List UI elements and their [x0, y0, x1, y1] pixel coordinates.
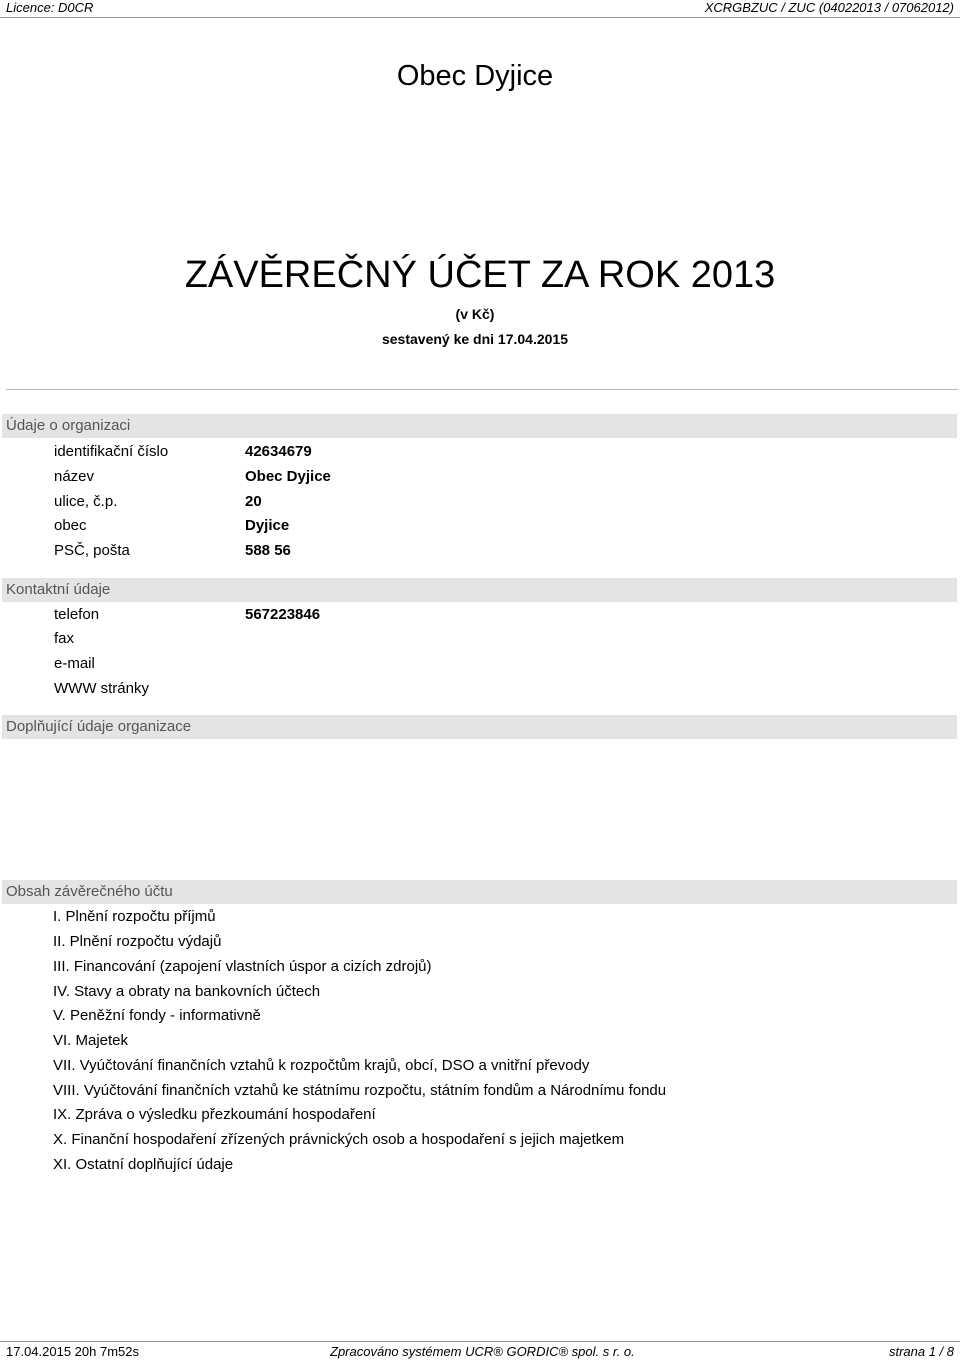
contents-item: VI. Majetek	[53, 1032, 129, 1049]
org-row-value: 588 56	[245, 542, 291, 559]
header-divider	[0, 17, 960, 18]
org-row-value: 20	[245, 493, 262, 510]
contents-item: V. Peněžní fondy - informativně	[53, 1007, 261, 1024]
org-section-heading: Údaje o organizaci	[6, 417, 131, 434]
extra-section-header	[2, 715, 957, 739]
contents-item: VII. Vyúčtování finančních vztahů k rozpočtům krajů, obcí, DSO a vnitřní převody	[53, 1057, 590, 1074]
footer-page-number: strana 1 / 8	[888, 1344, 954, 1359]
contents-item: IV. Stavy a obraty na bankovních účtech	[53, 983, 321, 1000]
org-row-label: obec	[54, 517, 87, 534]
license-label: Licence: D0CR	[6, 0, 94, 15]
contents-item: X. Finanční hospodaření zřízených právnických osob a hospodaření s jejich majetkem	[53, 1131, 625, 1148]
footer-system: Zpracováno systémem UCR® GORDIC® spol. s r. o.	[330, 1344, 635, 1359]
contents-item: IX. Zpráva o výsledku přezkoumání hospodaření	[53, 1106, 376, 1123]
org-row-value: 42634679	[245, 443, 312, 460]
contents-item: II. Plnění rozpočtu výdajů	[53, 933, 222, 950]
contact-row-value: 567223846	[245, 606, 321, 623]
extra-section-heading: Doplňující údaje organizace	[6, 718, 192, 735]
footer-divider	[0, 1341, 960, 1342]
section-divider	[6, 389, 958, 390]
org-row-label: název	[54, 468, 95, 485]
org-section-header	[2, 414, 957, 438]
contact-row-label: telefon	[54, 606, 100, 623]
footer-timestamp: 17.04.2015 20h 7m52s	[6, 1344, 139, 1359]
org-row-label: identifikační číslo	[54, 443, 169, 460]
contact-section-header	[2, 578, 957, 602]
contents-section-heading: Obsah závěrečného účtu	[6, 883, 173, 900]
contact-row-label: e-mail	[54, 655, 95, 672]
contact-row-label: fax	[54, 630, 75, 647]
currency-unit: (v Kč)	[455, 306, 495, 322]
contents-item: VIII. Vyúčtování finančních vztahů ke státnímu rozpočtu, státním fondům a Národnímu fondu	[53, 1082, 667, 1099]
organization-name-title: Obec Dyjice	[396, 60, 554, 92]
page-title: ZÁVĚREČNÝ ÚČET ZA ROK 2013	[184, 254, 776, 296]
org-row-value: Dyjice	[245, 517, 290, 534]
contents-item: XI. Ostatní doplňující údaje	[53, 1156, 234, 1173]
contents-item: I. Plnění rozpočtu příjmů	[53, 908, 216, 925]
org-row-value: Obec Dyjice	[245, 468, 331, 485]
org-row-label: PSČ, pošta	[54, 542, 130, 559]
document-code: XCRGBZUC / ZUC (04022013 / 07062012)	[704, 0, 954, 15]
contact-row-label: WWW stránky	[54, 680, 149, 697]
contact-section-heading: Kontaktní údaje	[6, 581, 111, 598]
contents-section-header	[2, 880, 957, 904]
compiled-date: sestavený ke dni 17.04.2015	[381, 331, 569, 347]
contents-item: III. Financování (zapojení vlastních úspor a cizích zdrojů)	[53, 958, 432, 975]
org-row-label: ulice, č.p.	[54, 493, 118, 510]
